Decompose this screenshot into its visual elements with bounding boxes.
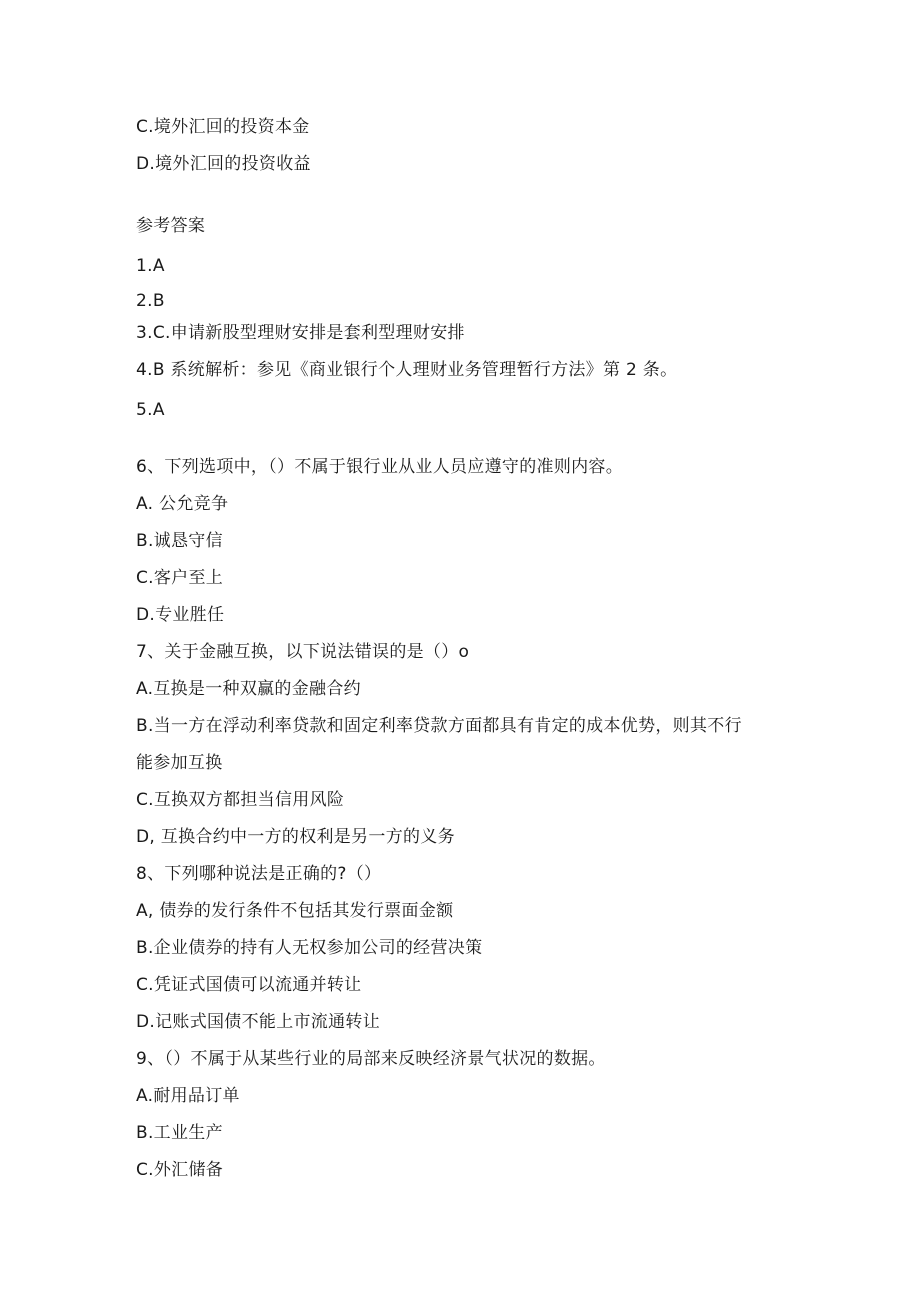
answer-item: 5.A: [136, 400, 165, 420]
option-text: C.客户至上: [136, 568, 224, 588]
option-text: A.互换是一种双赢的金融合约: [136, 679, 361, 699]
option-text: D.专业胜任: [136, 605, 225, 625]
question-stem: 9、（）不属于从某些行业的局部来反映经济景气状况的数据。: [136, 1049, 606, 1069]
option-text: C.境外汇回的投资本金: [136, 117, 310, 137]
answer-item: 1.A: [136, 256, 165, 276]
option-text: A. 公允竞争: [136, 494, 229, 514]
option-text: C.凭证式国债可以流通并转让: [136, 975, 362, 995]
question-stem: 6、下列选项中，（）不属于银行业从业人员应遵守的准则内容。: [136, 457, 624, 477]
question-stem: 8、下列哪种说法是正确的?（）: [136, 864, 382, 884]
option-text: B.诚恳守信: [136, 531, 223, 551]
option-text: A, 债券的发行条件不包括其发行票面金额: [136, 901, 454, 921]
answers-heading: 参考答案: [136, 216, 206, 236]
option-text: B.当一方在浮动利率贷款和固定利率贷款方面都具有肯定的成本优势，则其不行: [136, 716, 742, 736]
answer-item: 4.B 系统解析：参见《商业银行个人理财业务管理暂行方法》第 2 条。: [136, 360, 678, 380]
option-text: B.工业生产: [136, 1123, 223, 1143]
option-text: D, 互换合约中一方的权利是另一方的义务: [136, 827, 455, 847]
option-text: A.耐用品订单: [136, 1086, 240, 1106]
option-text: D.境外汇回的投资收益: [136, 154, 311, 174]
option-text: C.外汇储备: [136, 1160, 224, 1180]
option-text: C.互换双方都担当信用风险: [136, 790, 345, 810]
option-text: D.记账式国债不能上市流通转让: [136, 1012, 380, 1032]
answer-item: 2.B: [136, 291, 165, 311]
question-stem: 7、关于金融互换，以下说法错误的是（）o: [136, 642, 470, 662]
option-text-continuation: 能参加互换: [136, 753, 223, 773]
option-text: B.企业债券的持有人无权参加公司的经营决策: [136, 938, 483, 958]
answer-item: 3.C.申请新股型理财安排是套利型理财安排: [136, 323, 465, 343]
